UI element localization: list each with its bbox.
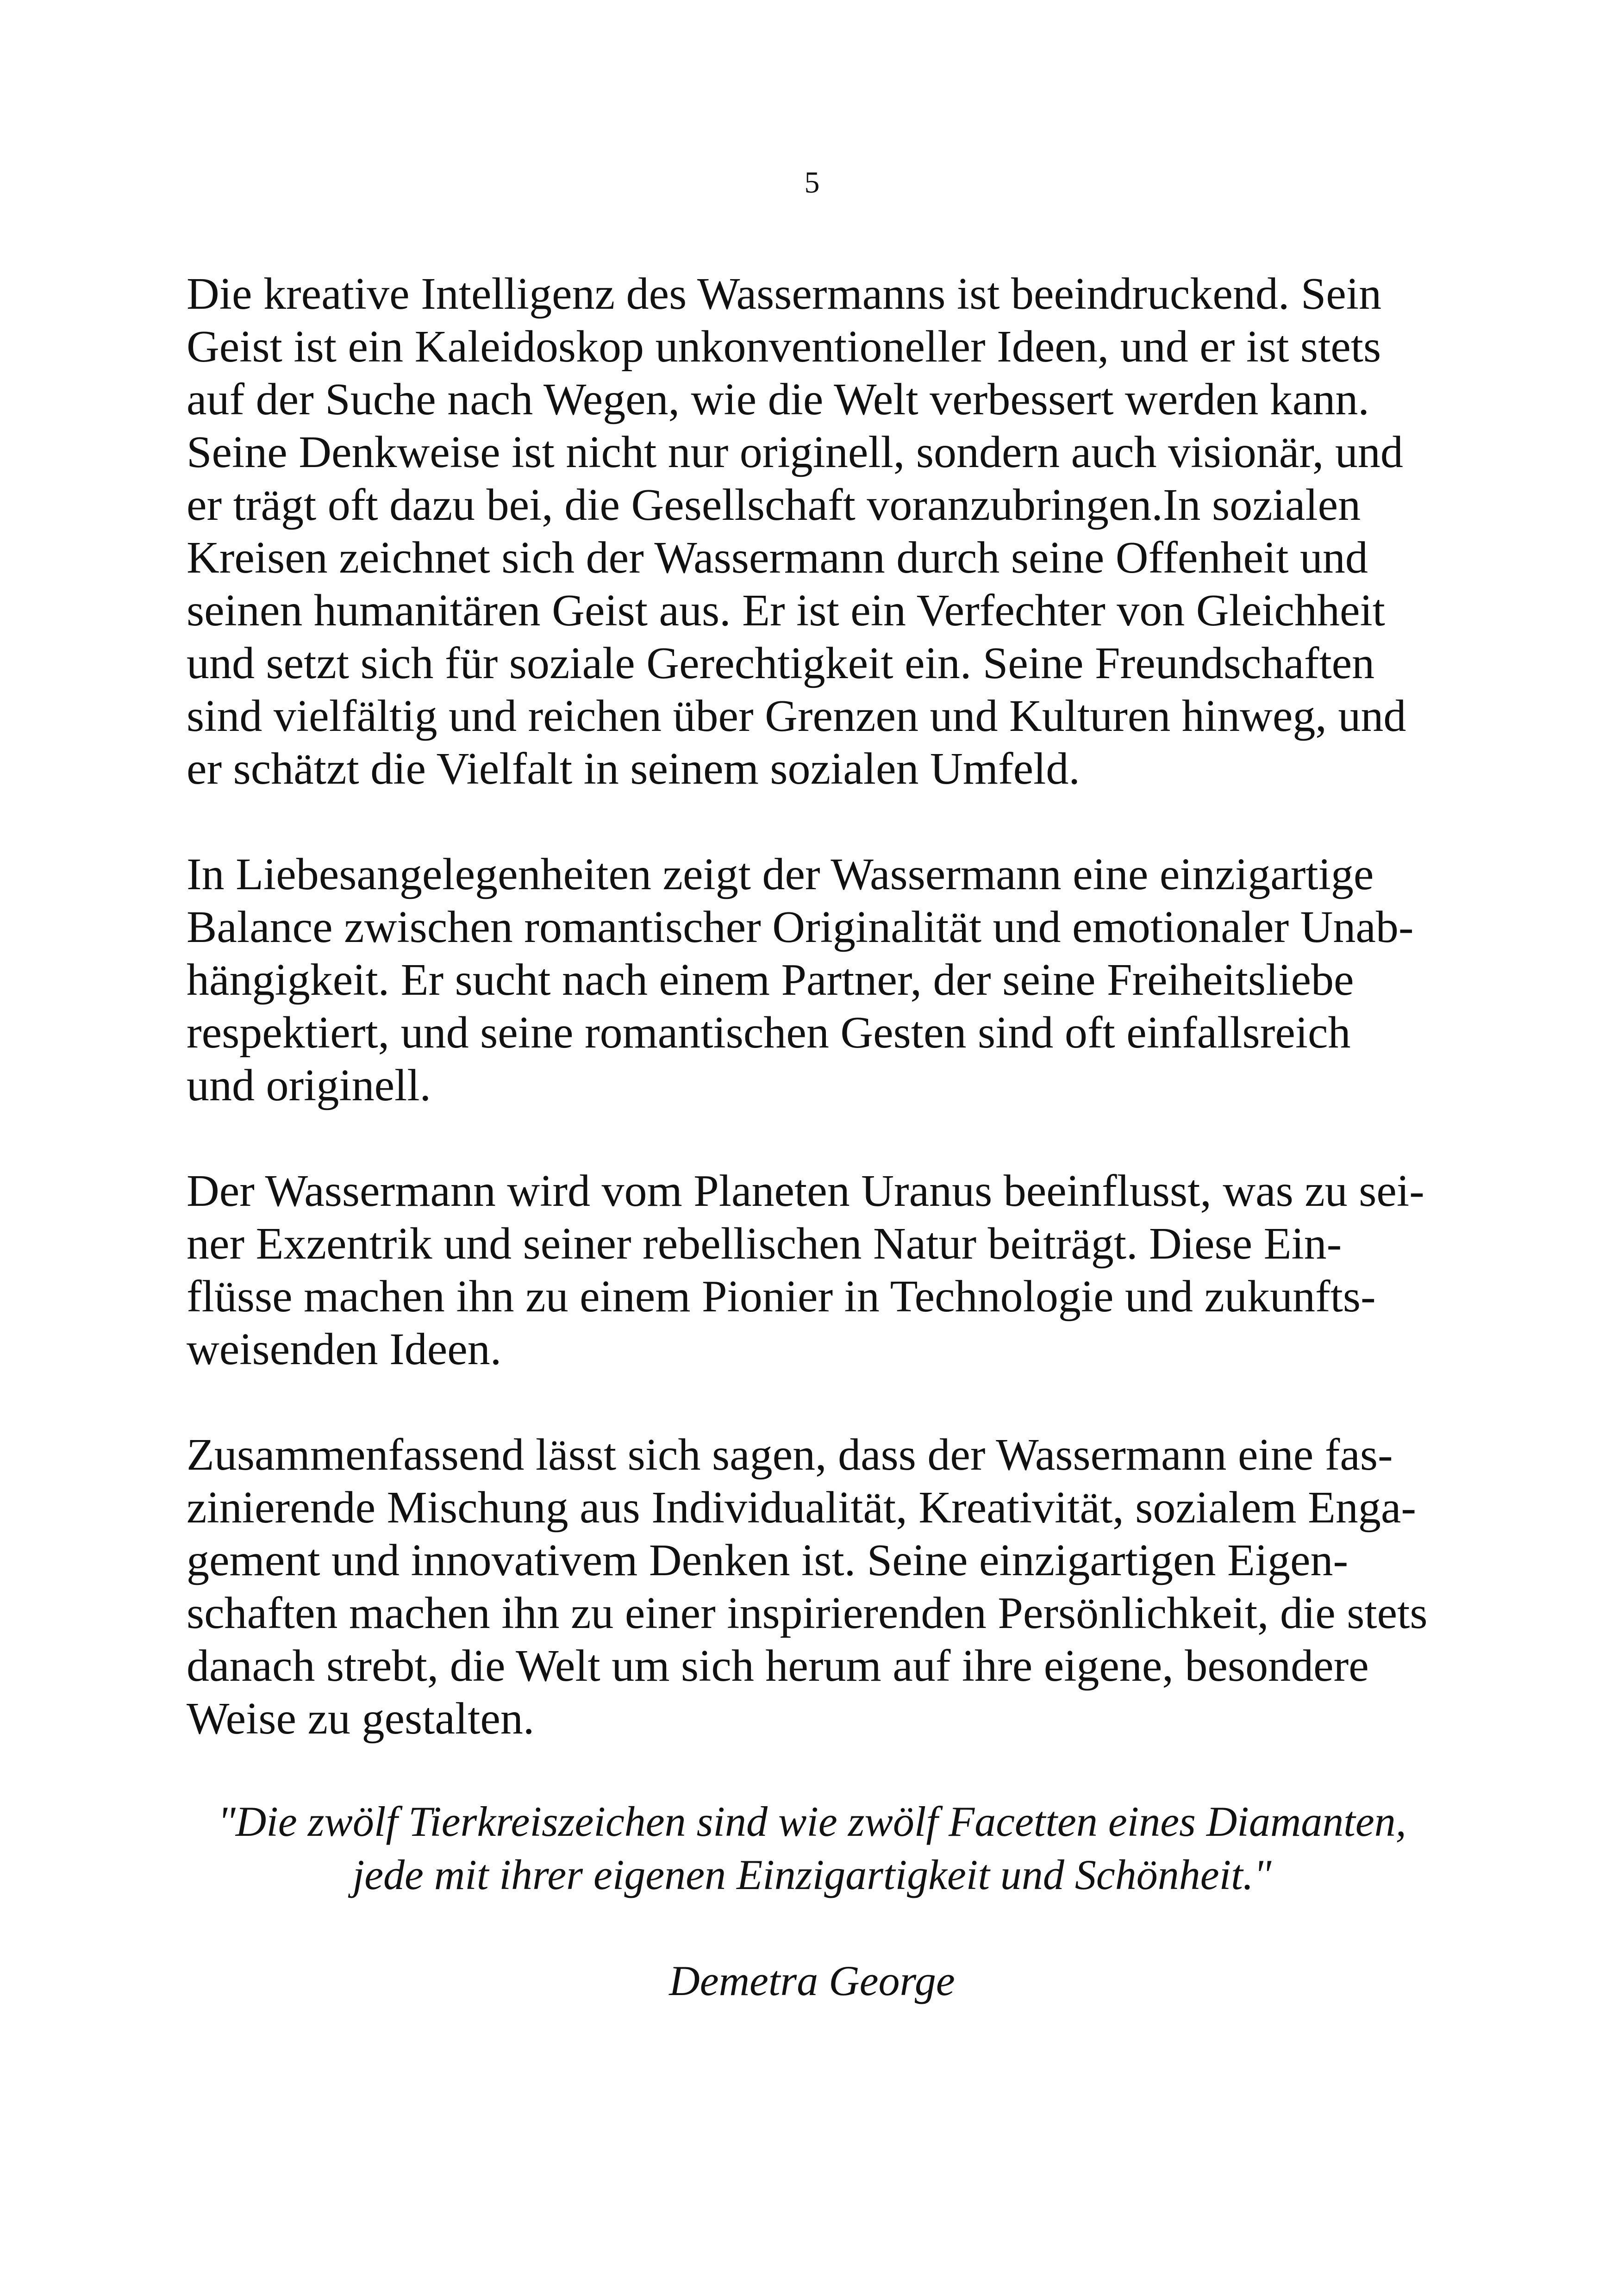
text-line: seinen humanitären Geist aus. Er ist ein Verfechter von Gleichheit <box>187 586 1385 636</box>
text-line: Balance zwischen romantischer Originalität und emotionaler Unab- <box>187 902 1414 952</box>
text-line: Der Wassermann wird vom Planeten Uranus beeinflusst, was zu sei- <box>187 1166 1424 1216</box>
text-line: weisenden Ideen. <box>187 1324 502 1374</box>
text-line: Die kreative Intelligenz des Wassermanns ist beeindruckend. Sein <box>187 269 1382 319</box>
paragraph-gap <box>187 1376 1464 1428</box>
body-text <box>187 268 1464 1745</box>
text-line: er trägt oft dazu bei, die Gesellschaft voranzubringen.In sozialen <box>187 480 1361 530</box>
epigraph-quote <box>0 1795 1624 1902</box>
paragraph-1 <box>187 268 1464 795</box>
paragraph-3 <box>187 1165 1464 1376</box>
text-line: und originell. <box>187 1060 431 1110</box>
text-line: gement und innovativem Denken ist. Seine einzigartigen Eigen- <box>187 1535 1349 1585</box>
text-line: Geist ist ein Kaleidoskop unkonventioneller Ideen, und er ist stets <box>187 322 1381 372</box>
text-line: zinierende Mischung aus Individualität, Kreativität, sozialem Enga- <box>187 1483 1417 1533</box>
text-line: flüsse machen ihn zu einem Pionier in Technologie und zukunfts- <box>187 1272 1376 1322</box>
text-line: er schätzt die Vielfalt in seinem sozialen Umfeld. <box>187 744 1080 794</box>
quote-line: "Die zwölf Tierkreiszeichen sind wie zwölf Facetten eines Diamanten, <box>218 1798 1406 1845</box>
text-line: Zusammenfassend lässt sich sagen, dass der Wassermann eine fas- <box>187 1430 1393 1480</box>
text-line: sind vielfältig und reichen über Grenzen und Kulturen hinweg, und <box>187 691 1406 741</box>
text-line: und setzt sich für soziale Gerechtigkeit ein. Seine Freundschaften <box>187 638 1375 688</box>
page-number: 5 <box>804 166 820 200</box>
paragraph-gap <box>187 1112 1464 1165</box>
paragraph-4 <box>187 1428 1464 1745</box>
paragraph-2 <box>187 848 1464 1112</box>
text-line: danach strebt, die Welt um sich herum auf ihre eigene, besondere <box>187 1641 1369 1691</box>
text-line: Kreisen zeichnet sich der Wassermann durch seine Offenheit und <box>187 533 1368 583</box>
text-line: respektiert, und seine romantischen Gesten sind oft einfallsreich <box>187 1008 1351 1058</box>
text-line: ner Exzentrik und seiner rebellischen Natur beiträgt. Diese Ein- <box>187 1219 1342 1269</box>
text-line: In Liebesangelegenheiten zeigt der Wassermann eine einzigartige <box>187 849 1374 899</box>
text-line: schaften machen ihn zu einer inspirierenden Persönlichkeit, die stets <box>187 1588 1428 1638</box>
paragraph-gap <box>187 795 1464 848</box>
text-line: Weise zu gestalten. <box>187 1694 535 1744</box>
quote-line: jede mit ihrer eigenen Einzigartigkeit und Schönheit." <box>352 1851 1272 1898</box>
quote-author: Demetra George <box>669 1957 955 2004</box>
text-line: auf der Suche nach Wegen, wie die Welt verbessert werden kann. <box>187 374 1369 424</box>
text-line: hängigkeit. Er sucht nach einem Partner, der seine Freiheitsliebe <box>187 955 1354 1005</box>
text-line: Seine Denkweise ist nicht nur originell, sondern auch visionär, und <box>187 427 1403 477</box>
